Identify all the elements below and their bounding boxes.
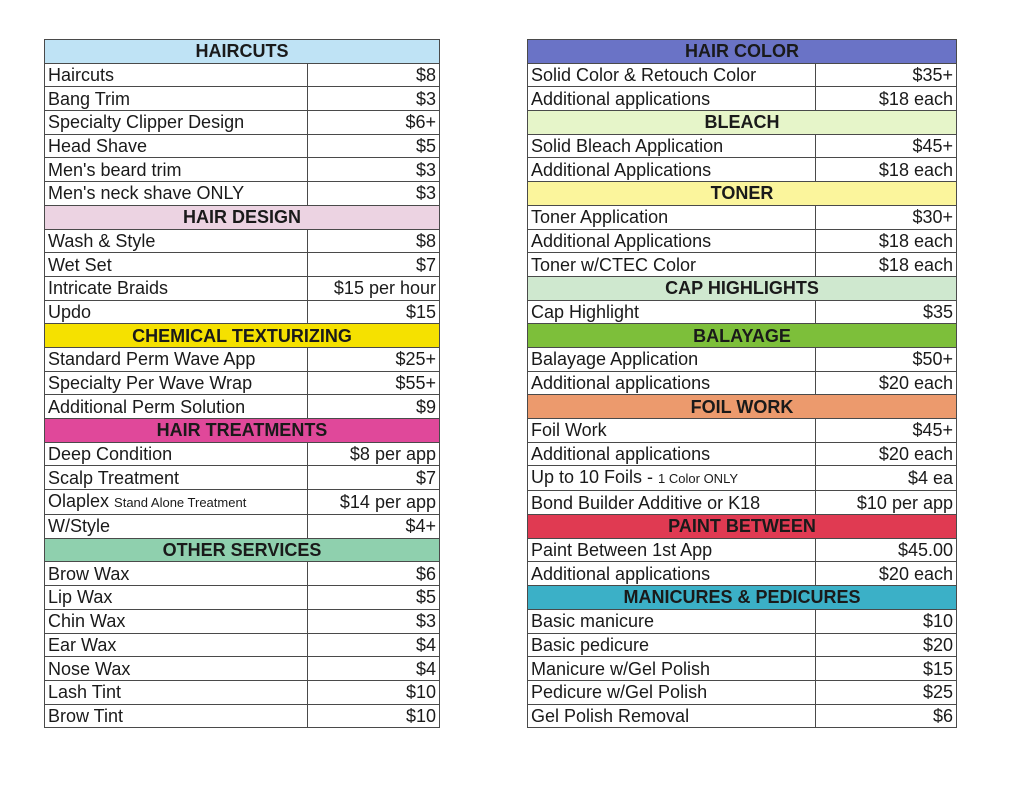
service-price: $45+ <box>816 134 957 158</box>
service-row <box>528 442 957 466</box>
service-name: Intricate Braids <box>48 278 169 299</box>
service-row <box>528 63 957 87</box>
service-price: $4 ea <box>816 466 957 491</box>
service-price: $20 each <box>816 371 957 395</box>
service-price: $20 <box>816 633 957 657</box>
service-name: Deep Condition <box>48 444 173 465</box>
service-price: $3 <box>308 87 440 111</box>
service-row <box>45 586 440 610</box>
service-name: Additional applications <box>531 88 711 109</box>
service-row <box>45 347 440 371</box>
service-row <box>45 253 440 277</box>
service-row <box>528 229 957 253</box>
service-name: Wet Set <box>48 254 112 275</box>
service-name-cell <box>45 300 308 324</box>
service-name-cell <box>45 253 308 277</box>
section-header-hair-color <box>528 40 957 64</box>
service-row <box>528 158 957 182</box>
service-name-cell <box>45 515 308 539</box>
section-header-cap-highlights <box>528 276 957 300</box>
service-row <box>45 395 440 419</box>
section-title: CAP HIGHLIGHTS <box>528 276 957 300</box>
section-title: FOIL WORK <box>528 395 957 419</box>
service-price: $18 each <box>816 229 957 253</box>
service-row <box>45 442 440 466</box>
service-name-cell <box>45 490 308 515</box>
service-row <box>45 229 440 253</box>
service-name: Foil Work <box>531 420 607 441</box>
service-name-cell <box>45 609 308 633</box>
service-price: $7 <box>308 466 440 490</box>
service-row <box>528 538 957 562</box>
service-name: Additional applications <box>531 563 711 584</box>
service-name-cell <box>528 134 816 158</box>
service-row <box>528 205 957 229</box>
service-name-cell <box>528 205 816 229</box>
section-title: HAIR TREATMENTS <box>45 419 440 443</box>
section-title: HAIR DESIGN <box>45 205 440 229</box>
section-title: CHEMICAL TEXTURIZING <box>45 324 440 348</box>
service-row <box>528 371 957 395</box>
service-name-cell <box>528 158 816 182</box>
service-name-cell <box>528 63 816 87</box>
service-name-cell <box>45 562 308 586</box>
service-name: Additional Applications <box>531 230 712 251</box>
service-name-cell <box>528 657 816 681</box>
section-header-hair-treatments <box>45 419 440 443</box>
left-price-table <box>44 39 440 728</box>
service-name: Toner Application <box>531 207 669 228</box>
service-price: $35 <box>816 300 957 324</box>
service-name: Bang Trim <box>48 88 131 109</box>
service-name-cell <box>528 491 816 515</box>
service-price: $10 per app <box>816 491 957 515</box>
service-name-cell <box>45 395 308 419</box>
service-name: Basic pedicure <box>531 634 650 655</box>
service-price: $8 <box>308 229 440 253</box>
service-price: $6 <box>816 704 957 728</box>
service-name-cell <box>528 300 816 324</box>
service-name: Additional Perm Solution <box>48 396 246 417</box>
service-name-cell <box>528 371 816 395</box>
section-header-other-services <box>45 538 440 562</box>
service-price: $45+ <box>816 419 957 443</box>
service-price: $6 <box>308 562 440 586</box>
service-row <box>528 680 957 704</box>
service-row <box>528 419 957 443</box>
service-price: $15 per hour <box>308 276 440 300</box>
service-name-cell <box>528 347 816 371</box>
section-header-bleach <box>528 111 957 135</box>
service-row <box>45 704 440 728</box>
section-header-balayage <box>528 324 957 348</box>
service-name: Brow Tint <box>48 705 124 726</box>
service-name: Bond Builder Additive or K18 <box>531 492 761 513</box>
service-price: $8 <box>308 63 440 87</box>
service-name: Chin Wax <box>48 611 126 632</box>
service-price: $50+ <box>816 347 957 371</box>
service-price: $55+ <box>308 371 440 395</box>
service-price: $25 <box>816 680 957 704</box>
service-price: $5 <box>308 134 440 158</box>
service-name-cell <box>528 442 816 466</box>
service-name: Up to 10 Foils - <box>531 467 659 488</box>
service-note: 1 Color ONLY <box>658 471 739 487</box>
service-row <box>45 490 440 515</box>
service-row <box>45 87 440 111</box>
service-name-cell <box>528 704 816 728</box>
service-name: Ear Wax <box>48 634 117 655</box>
service-row <box>45 466 440 490</box>
service-price: $18 each <box>816 158 957 182</box>
service-price: $20 each <box>816 442 957 466</box>
service-row <box>528 633 957 657</box>
right-price-table <box>527 39 957 728</box>
service-price: $4+ <box>308 515 440 539</box>
service-name: Solid Color & Retouch Color <box>531 65 757 86</box>
service-name-cell <box>45 229 308 253</box>
section-title: OTHER SERVICES <box>45 538 440 562</box>
section-header-hair-design <box>45 205 440 229</box>
service-name-cell <box>45 158 308 182</box>
service-row <box>45 680 440 704</box>
service-name: Lip Wax <box>48 587 113 608</box>
service-price: $10 <box>816 609 957 633</box>
service-name: Balayage Application <box>531 349 699 370</box>
service-row <box>528 134 957 158</box>
section-header-chemical-texturizing <box>45 324 440 348</box>
service-price: $18 each <box>816 253 957 277</box>
service-name: Solid Bleach Application <box>531 136 724 157</box>
service-name-cell <box>45 134 308 158</box>
service-name: Pedicure w/Gel Polish <box>531 682 708 703</box>
service-name-cell <box>528 609 816 633</box>
service-row <box>45 158 440 182</box>
service-price: $7 <box>308 253 440 277</box>
service-name: Updo <box>48 301 92 322</box>
service-name: Haircuts <box>48 65 115 86</box>
section-header-toner <box>528 182 957 206</box>
service-name: Wash & Style <box>48 230 156 251</box>
service-name: Head Shave <box>48 136 148 157</box>
service-row <box>45 633 440 657</box>
service-name: Nose Wax <box>48 658 131 679</box>
section-title: HAIRCUTS <box>45 40 440 64</box>
service-name-cell <box>45 276 308 300</box>
service-row <box>45 63 440 87</box>
service-name-cell <box>45 442 308 466</box>
service-name-cell <box>528 229 816 253</box>
service-note: Stand Alone Treatment <box>114 495 247 511</box>
service-name-cell <box>45 63 308 87</box>
service-name-cell <box>45 466 308 490</box>
service-row <box>45 134 440 158</box>
service-price: $3 <box>308 609 440 633</box>
service-name-cell <box>45 347 308 371</box>
service-name: Brow Wax <box>48 563 130 584</box>
service-price: $10 <box>308 680 440 704</box>
service-name-cell <box>528 633 816 657</box>
service-row <box>45 276 440 300</box>
service-price: $6+ <box>308 111 440 135</box>
service-row <box>528 491 957 515</box>
section-title: MANICURES & PEDICURES <box>528 586 957 610</box>
service-row <box>45 371 440 395</box>
service-name-cell <box>45 680 308 704</box>
service-name-cell <box>528 538 816 562</box>
service-name: Manicure w/Gel Polish <box>531 658 711 679</box>
service-price: $45.00 <box>816 538 957 562</box>
service-name: W/Style <box>48 516 111 537</box>
section-header-foil-work <box>528 395 957 419</box>
service-name-cell <box>45 586 308 610</box>
service-price: $8 per app <box>308 442 440 466</box>
service-price: $35+ <box>816 63 957 87</box>
service-name: Lash Tint <box>48 682 122 703</box>
service-row <box>45 657 440 681</box>
service-name-cell <box>528 419 816 443</box>
service-price: $3 <box>308 158 440 182</box>
service-price: $15 <box>816 657 957 681</box>
service-row <box>45 300 440 324</box>
service-name: Specialty Per Wave Wrap <box>48 372 253 393</box>
service-name-cell <box>45 704 308 728</box>
service-price: $18 each <box>816 87 957 111</box>
service-name: Standard Perm Wave App <box>48 349 256 370</box>
service-price: $9 <box>308 395 440 419</box>
service-row <box>528 466 957 491</box>
service-row <box>528 87 957 111</box>
service-row <box>45 111 440 135</box>
service-name: Men's beard trim <box>48 159 182 180</box>
service-row <box>528 347 957 371</box>
service-name-cell <box>45 657 308 681</box>
section-title: TONER <box>528 182 957 206</box>
service-price: $4 <box>308 657 440 681</box>
service-name-cell <box>45 371 308 395</box>
service-row <box>528 562 957 586</box>
service-price: $3 <box>308 182 440 206</box>
service-name: Olaplex <box>48 491 110 512</box>
service-name-cell <box>45 111 308 135</box>
service-price: $5 <box>308 586 440 610</box>
service-row <box>528 253 957 277</box>
service-name: Additional Applications <box>531 159 712 180</box>
service-price: $4 <box>308 633 440 657</box>
section-header-haircuts <box>45 40 440 64</box>
service-name-cell <box>528 562 816 586</box>
service-row <box>45 609 440 633</box>
service-price: $25+ <box>308 347 440 371</box>
service-price: $14 per app <box>308 490 440 515</box>
service-name: Cap Highlight <box>531 301 640 322</box>
service-name: Paint Between 1st App <box>531 540 713 561</box>
service-name: Additional applications <box>531 444 711 465</box>
service-name-cell <box>45 87 308 111</box>
section-header-paint-between <box>528 515 957 539</box>
section-title: PAINT BETWEEN <box>528 515 957 539</box>
service-name: Additional applications <box>531 372 711 393</box>
service-row <box>528 609 957 633</box>
service-row <box>528 704 957 728</box>
service-row <box>45 182 440 206</box>
service-name: Gel Polish Removal <box>531 705 690 726</box>
service-name: Basic manicure <box>531 611 655 632</box>
section-title: BLEACH <box>528 111 957 135</box>
service-price: $30+ <box>816 205 957 229</box>
service-name-cell <box>528 680 816 704</box>
service-row <box>528 300 957 324</box>
service-name-cell <box>45 633 308 657</box>
section-title: HAIR COLOR <box>528 40 957 64</box>
service-row <box>528 657 957 681</box>
service-name: Specialty Clipper Design <box>48 112 245 133</box>
service-price: $10 <box>308 704 440 728</box>
service-name-cell <box>528 253 816 277</box>
service-price: $20 each <box>816 562 957 586</box>
service-name-cell <box>528 87 816 111</box>
service-row <box>45 562 440 586</box>
section-title: BALAYAGE <box>528 324 957 348</box>
service-row <box>45 515 440 539</box>
service-name-cell <box>45 182 308 206</box>
service-name: Scalp Treatment <box>48 467 180 488</box>
service-name: Toner w/CTEC Color <box>531 254 697 275</box>
service-price: $15 <box>308 300 440 324</box>
section-header-manicures-and-pedicures <box>528 586 957 610</box>
service-name-cell <box>528 466 816 491</box>
service-name: Men's neck shave ONLY <box>48 183 245 204</box>
